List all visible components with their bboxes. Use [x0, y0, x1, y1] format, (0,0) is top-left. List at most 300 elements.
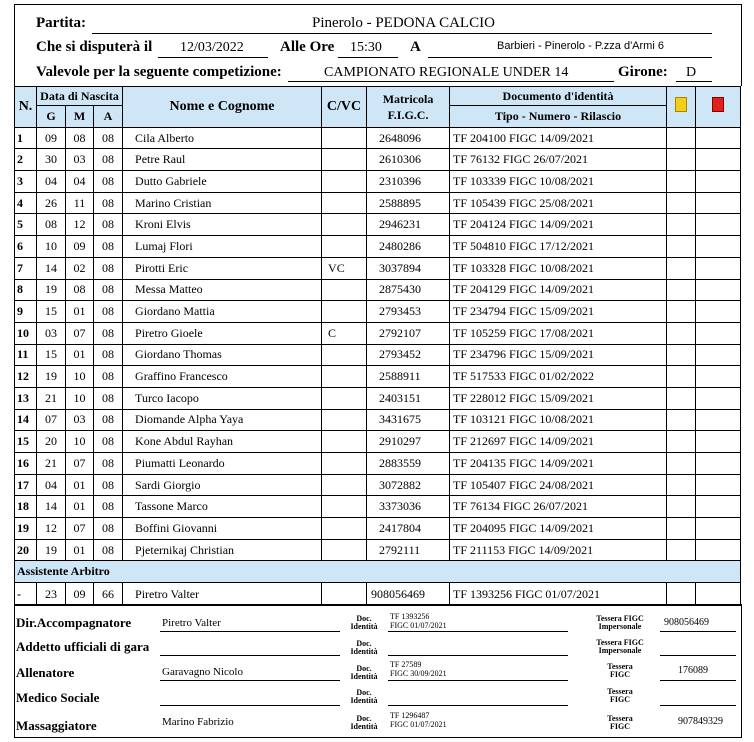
birth-month: 01	[66, 474, 94, 496]
all-label: Allenatore	[16, 665, 75, 680]
player-number: 11	[15, 344, 37, 366]
birth-year: 08	[94, 431, 123, 453]
yellow-card-cell	[667, 214, 696, 236]
player-document: TF 105439 FIGC 25/08/2021	[450, 192, 667, 214]
player-name: Pjeternikaj Christian	[123, 539, 322, 561]
add-doc-label	[344, 640, 384, 656]
place-label: A	[410, 39, 421, 55]
birth-day: 15	[37, 301, 66, 323]
player-cvc	[322, 539, 367, 561]
yellow-card-cell	[667, 301, 696, 323]
yellow-card-cell	[667, 149, 696, 171]
competition-underline	[288, 81, 614, 82]
player-name: Cila Alberto	[123, 127, 322, 149]
player-matricola: 3037894	[367, 257, 450, 279]
table-row	[15, 496, 741, 518]
red-card-cell	[696, 453, 741, 475]
birth-month: 01	[66, 301, 94, 323]
red-card-icon	[712, 97, 724, 112]
birth-month: 01	[66, 539, 94, 561]
player-number: 2	[15, 149, 37, 171]
player-number: 10	[15, 322, 37, 344]
time-label: Alle Ore	[280, 39, 335, 55]
birth-day: 04	[37, 171, 66, 193]
table-row	[15, 409, 741, 431]
birth-month: 02	[66, 257, 94, 279]
player-number: 7	[15, 257, 37, 279]
birth-year: 08	[94, 149, 123, 171]
all-name: Garavagno Nicolo	[162, 666, 243, 678]
assistant-red	[696, 583, 741, 606]
player-name: Tassone Marco	[123, 496, 322, 518]
player-number: 14	[15, 409, 37, 431]
birth-month: 07	[66, 322, 94, 344]
assistant-doc: TF 1393256 FIGC 01/07/2021	[450, 583, 667, 606]
player-matricola: 2310396	[367, 171, 450, 193]
birth-month: 03	[66, 149, 94, 171]
yellow-card-cell	[667, 409, 696, 431]
dir-doc-underline	[388, 631, 568, 632]
table-row	[15, 366, 741, 388]
player-matricola: 2480286	[367, 236, 450, 258]
player-matricola: 2610306	[367, 149, 450, 171]
player-cvc: VC	[322, 257, 367, 279]
player-name: Petre Raul	[123, 149, 322, 171]
table-row	[15, 431, 741, 453]
assistant-n: -	[15, 583, 37, 606]
player-number: 6	[15, 236, 37, 258]
birth-month: 08	[66, 127, 94, 149]
birth-year: 08	[94, 496, 123, 518]
yellow-card-icon	[675, 97, 687, 112]
date-value: 12/03/2022	[180, 40, 244, 55]
add-underline	[160, 655, 340, 656]
yellow-card-cell	[667, 279, 696, 301]
assistant-m: 09	[66, 583, 94, 606]
all-tess-label-1: Tessera	[607, 662, 633, 671]
player-document: TF 204129 FIGC 14/09/2021	[450, 279, 667, 301]
birth-day: 19	[37, 366, 66, 388]
all-underline	[160, 680, 340, 681]
player-number: 1	[15, 127, 37, 149]
mas-tess: 907849329	[678, 716, 723, 727]
dir-tess-label-1: Tessera FIGC	[596, 614, 644, 623]
mas-tess-label-1: Tessera	[607, 714, 633, 723]
mas-doc-2: FIGC 01/07/2021	[390, 720, 447, 729]
all-doc-label	[344, 665, 384, 681]
birth-day: 20	[37, 431, 66, 453]
med-doc-underline	[388, 705, 568, 706]
player-cvc	[322, 474, 367, 496]
col-name: Nome e Cognome	[123, 87, 322, 128]
add-tess-label-2: Impersonale	[598, 646, 642, 655]
table-row	[15, 171, 741, 193]
player-document: TF 105259 FIGC 17/08/2021	[450, 322, 667, 344]
birth-day: 21	[37, 453, 66, 475]
birth-year: 08	[94, 279, 123, 301]
player-document: TF 212697 FIGC 14/09/2021	[450, 431, 667, 453]
player-document: TF 103339 FIGC 10/08/2021	[450, 171, 667, 193]
yellow-card-cell	[667, 387, 696, 409]
add-tess-label-1: Tessera FIGC	[596, 638, 644, 647]
player-name: Kroni Elvis	[123, 214, 322, 236]
yellow-card-cell	[667, 453, 696, 475]
red-card-cell	[696, 279, 741, 301]
med-tess-underline	[660, 705, 736, 706]
birth-month: 03	[66, 409, 94, 431]
player-matricola: 2793453	[367, 301, 450, 323]
table-row	[15, 344, 741, 366]
dir-tess-label	[584, 615, 656, 631]
red-card-cell	[696, 322, 741, 344]
table-row	[15, 257, 741, 279]
med-doc-label	[344, 689, 384, 705]
staff-dir	[14, 612, 740, 638]
birth-year: 08	[94, 257, 123, 279]
birth-month: 04	[66, 171, 94, 193]
player-cvc	[322, 453, 367, 475]
red-card-cell	[696, 236, 741, 258]
birth-day: 19	[37, 279, 66, 301]
player-matricola: 2946231	[367, 214, 450, 236]
partita-value: Pinerolo - PEDONA CALCIO	[312, 15, 495, 31]
player-name: Boffini Giovanni	[123, 518, 322, 540]
add-tess-label	[584, 639, 656, 655]
player-number: 8	[15, 279, 37, 301]
player-matricola: 2792111	[367, 539, 450, 561]
player-matricola: 2588911	[367, 366, 450, 388]
assistant-section-row	[15, 561, 741, 583]
all-tess: 176089	[678, 665, 708, 676]
birth-year: 08	[94, 301, 123, 323]
player-document: TF 103121 FIGC 10/08/2021	[450, 409, 667, 431]
date-label: Che si disputerà il	[36, 39, 153, 55]
player-cvc	[322, 149, 367, 171]
birth-day: 07	[37, 409, 66, 431]
add-tess-underline	[660, 655, 736, 656]
med-doc-label-2: Identità	[350, 696, 378, 705]
player-name: Piumatti Leonardo	[123, 453, 322, 475]
player-cvc	[322, 366, 367, 388]
player-name: Marino Cristian	[123, 192, 322, 214]
col-g: G	[37, 106, 66, 128]
birth-year: 08	[94, 366, 123, 388]
birth-year: 08	[94, 344, 123, 366]
med-tess-label-1: Tessera	[607, 687, 633, 696]
player-matricola: 2403151	[367, 387, 450, 409]
red-card-cell	[696, 257, 741, 279]
player-document: TF 517533 FIGC 01/02/2022	[450, 366, 667, 388]
yellow-card-cell	[667, 366, 696, 388]
player-number: 19	[15, 518, 37, 540]
girone-underline	[676, 81, 712, 82]
table-row	[15, 236, 741, 258]
col-m: M	[66, 106, 94, 128]
assistant-matricola: 908056469	[367, 583, 450, 606]
med-label: Medico Sociale	[16, 690, 100, 705]
birth-month: 10	[66, 387, 94, 409]
birth-day: 14	[37, 257, 66, 279]
yellow-card-cell	[667, 127, 696, 149]
yellow-card-cell	[667, 192, 696, 214]
player-number: 20	[15, 539, 37, 561]
assistant-g: 23	[37, 583, 66, 606]
all-doc-2: FIGC 30/09/2021	[390, 669, 447, 678]
players-table	[14, 86, 741, 606]
red-card-cell	[696, 214, 741, 236]
table-row	[15, 474, 741, 496]
birth-month: 07	[66, 453, 94, 475]
dir-doc-1: TF 1393256	[390, 612, 430, 621]
red-card-cell	[696, 301, 741, 323]
mas-doc-label-1: Doc.	[356, 714, 372, 723]
yellow-card-cell	[667, 539, 696, 561]
player-cvc	[322, 127, 367, 149]
red-card-cell	[696, 409, 741, 431]
table-row	[15, 387, 741, 409]
birth-year: 08	[94, 539, 123, 561]
player-number: 15	[15, 431, 37, 453]
birth-day: 26	[37, 192, 66, 214]
place-value: Barbieri - Pinerolo - P.zza d'Armi 6	[497, 40, 664, 52]
birth-day: 14	[37, 496, 66, 518]
player-document: TF 234794 FIGC 15/09/2021	[450, 301, 667, 323]
yellow-card-cell	[667, 474, 696, 496]
birth-year: 08	[94, 409, 123, 431]
birth-year: 08	[94, 214, 123, 236]
player-document: TF 504810 FIGC 17/12/2021	[450, 236, 667, 258]
med-doc-label-1: Doc.	[356, 688, 372, 697]
player-document: TF 234796 FIGC 15/09/2021	[450, 344, 667, 366]
table-row	[15, 149, 741, 171]
player-cvc	[322, 409, 367, 431]
mas-tess-label	[584, 715, 656, 731]
all-doc-1: TF 27589	[390, 660, 422, 669]
birth-year: 08	[94, 453, 123, 475]
red-card-cell	[696, 474, 741, 496]
mas-doc	[390, 711, 447, 729]
player-cvc	[322, 171, 367, 193]
birth-year: 08	[94, 192, 123, 214]
assistant-row	[15, 583, 741, 606]
table-row	[15, 322, 741, 344]
staff-med	[14, 686, 740, 712]
birth-day: 19	[37, 539, 66, 561]
player-cvc	[322, 387, 367, 409]
red-card-cell	[696, 518, 741, 540]
birth-month: 01	[66, 496, 94, 518]
dir-doc-label-2: Identità	[350, 622, 378, 631]
birth-month: 08	[66, 279, 94, 301]
col-doc: Documento d'identità	[450, 87, 667, 106]
player-matricola: 2910297	[367, 431, 450, 453]
col-birth: Data di Nascita	[37, 87, 123, 106]
player-number: 16	[15, 453, 37, 475]
add-doc-underline	[388, 655, 568, 656]
all-doc-label-1: Doc.	[356, 664, 372, 673]
player-matricola: 2792107	[367, 322, 450, 344]
competition-value: CAMPIONATO REGIONALE UNDER 14	[324, 65, 569, 80]
dir-tess-label-2: Impersonale	[598, 622, 642, 631]
assistant-a: 66	[94, 583, 123, 606]
birth-day: 30	[37, 149, 66, 171]
birth-month: 10	[66, 366, 94, 388]
player-name: Sardi Giorgio	[123, 474, 322, 496]
all-doc-underline	[388, 680, 568, 681]
red-card-cell	[696, 149, 741, 171]
dir-doc-label	[344, 615, 384, 631]
birth-year: 08	[94, 236, 123, 258]
player-number: 12	[15, 366, 37, 388]
player-matricola: 2875430	[367, 279, 450, 301]
player-name: Dutto Gabriele	[123, 171, 322, 193]
birth-year: 08	[94, 387, 123, 409]
player-cvc	[322, 344, 367, 366]
player-cvc: C	[322, 322, 367, 344]
yellow-card-cell	[667, 171, 696, 193]
dir-doc-2: FIGC 01/07/2021	[390, 621, 447, 630]
table-row	[15, 539, 741, 561]
player-document: TF 76132 FIGC 26/07/2021	[450, 149, 667, 171]
player-matricola: 2648096	[367, 127, 450, 149]
time-underline	[338, 57, 398, 58]
table-row	[15, 279, 741, 301]
birth-day: 04	[37, 474, 66, 496]
player-document: TF 105407 FIGC 24/08/2021	[450, 474, 667, 496]
staff-all	[14, 660, 740, 686]
dir-name: Piretro Valter	[162, 617, 221, 629]
mas-doc-label-2: Identità	[350, 722, 378, 731]
player-matricola: 2883559	[367, 453, 450, 475]
dir-doc-label-1: Doc.	[356, 614, 372, 623]
dir-label: Dir.Accompagnatore	[16, 615, 132, 630]
birth-year: 08	[94, 474, 123, 496]
table-row	[15, 301, 741, 323]
player-cvc	[322, 192, 367, 214]
player-matricola: 3431675	[367, 409, 450, 431]
player-cvc	[322, 301, 367, 323]
red-card-cell	[696, 344, 741, 366]
player-number: 4	[15, 192, 37, 214]
red-card-cell	[696, 496, 741, 518]
player-document: TF 204124 FIGC 14/09/2021	[450, 214, 667, 236]
player-document: TF 103328 FIGC 10/08/2021	[450, 257, 667, 279]
all-tess-label	[584, 663, 656, 679]
all-doc	[390, 660, 447, 678]
birth-year: 08	[94, 171, 123, 193]
player-cvc	[322, 496, 367, 518]
mas-name: Marino Fabrizio	[162, 716, 234, 728]
staff-add	[14, 636, 740, 662]
yellow-card-cell	[667, 431, 696, 453]
player-name: Messa Matteo	[123, 279, 322, 301]
player-document: TF 211153 FIGC 14/09/2021	[450, 539, 667, 561]
all-tess-underline	[660, 680, 736, 681]
player-cvc	[322, 518, 367, 540]
player-document: TF 204100 FIGC 14/09/2021	[450, 127, 667, 149]
player-document: TF 204095 FIGC 14/09/2021	[450, 518, 667, 540]
birth-month: 11	[66, 192, 94, 214]
partita-label: Partita:	[36, 15, 86, 31]
col-red-card	[696, 87, 741, 128]
player-cvc	[322, 214, 367, 236]
player-number: 5	[15, 214, 37, 236]
red-card-cell	[696, 539, 741, 561]
dir-underline	[160, 631, 340, 632]
mas-tess-label-2: FIGC	[610, 722, 630, 731]
yellow-card-cell	[667, 257, 696, 279]
dir-tess-underline	[660, 631, 736, 632]
med-underline	[160, 705, 340, 706]
col-cvc: C/VC	[322, 87, 367, 128]
birth-day: 21	[37, 387, 66, 409]
red-card-cell	[696, 431, 741, 453]
place-underline	[428, 57, 712, 58]
dir-doc	[390, 612, 447, 630]
partita-underline	[92, 33, 712, 34]
med-tess-label-2: FIGC	[610, 695, 630, 704]
table-row	[15, 127, 741, 149]
birth-month: 07	[66, 518, 94, 540]
col-doc-sub: Tipo - Numero - Rilascio	[450, 106, 667, 128]
player-document: TF 76134 FIGC 26/07/2021	[450, 496, 667, 518]
girone-value: D	[686, 65, 697, 80]
date-underline	[158, 57, 268, 58]
competition-label: Valevole per la seguente competizione:	[36, 64, 282, 80]
assistant-section-label: Assistente Arbitro	[15, 561, 741, 583]
birth-month: 12	[66, 214, 94, 236]
yellow-card-cell	[667, 236, 696, 258]
birth-day: 12	[37, 518, 66, 540]
mas-label: Massaggiatore	[16, 718, 97, 733]
player-matricola: 3072882	[367, 474, 450, 496]
red-card-cell	[696, 171, 741, 193]
table-row	[15, 214, 741, 236]
dir-tess: 908056469	[664, 617, 709, 628]
col-a: A	[94, 106, 123, 128]
player-document: TF 228012 FIGC 15/09/2021	[450, 387, 667, 409]
player-name: Diomande Alpha Yaya	[123, 409, 322, 431]
birth-month: 01	[66, 344, 94, 366]
col-matricola-label: Matricola	[382, 91, 434, 106]
med-tess-label	[584, 688, 656, 704]
birth-day: 03	[37, 322, 66, 344]
yellow-card-cell	[667, 322, 696, 344]
mas-doc-label	[344, 715, 384, 731]
player-name: Giordano Thomas	[123, 344, 322, 366]
staff-mas	[14, 710, 740, 736]
player-matricola: 2588895	[367, 192, 450, 214]
player-matricola: 3373036	[367, 496, 450, 518]
assistant-yellow	[667, 583, 696, 606]
yellow-card-cell	[667, 496, 696, 518]
player-number: 17	[15, 474, 37, 496]
red-card-cell	[696, 192, 741, 214]
player-cvc	[322, 279, 367, 301]
player-number: 3	[15, 171, 37, 193]
player-cvc	[322, 431, 367, 453]
player-name: Lumaj Flori	[123, 236, 322, 258]
player-name: Piretro Gioele	[123, 322, 322, 344]
table-header-row	[15, 87, 741, 106]
assistant-name: Piretro Valter	[123, 583, 322, 606]
girone-label: Girone:	[618, 64, 668, 80]
add-label: Addetto ufficiali di gara	[16, 639, 150, 654]
time-value: 15:30	[350, 40, 382, 55]
player-matricola: 2417804	[367, 518, 450, 540]
birth-year: 08	[94, 322, 123, 344]
player-matricola: 2793452	[367, 344, 450, 366]
